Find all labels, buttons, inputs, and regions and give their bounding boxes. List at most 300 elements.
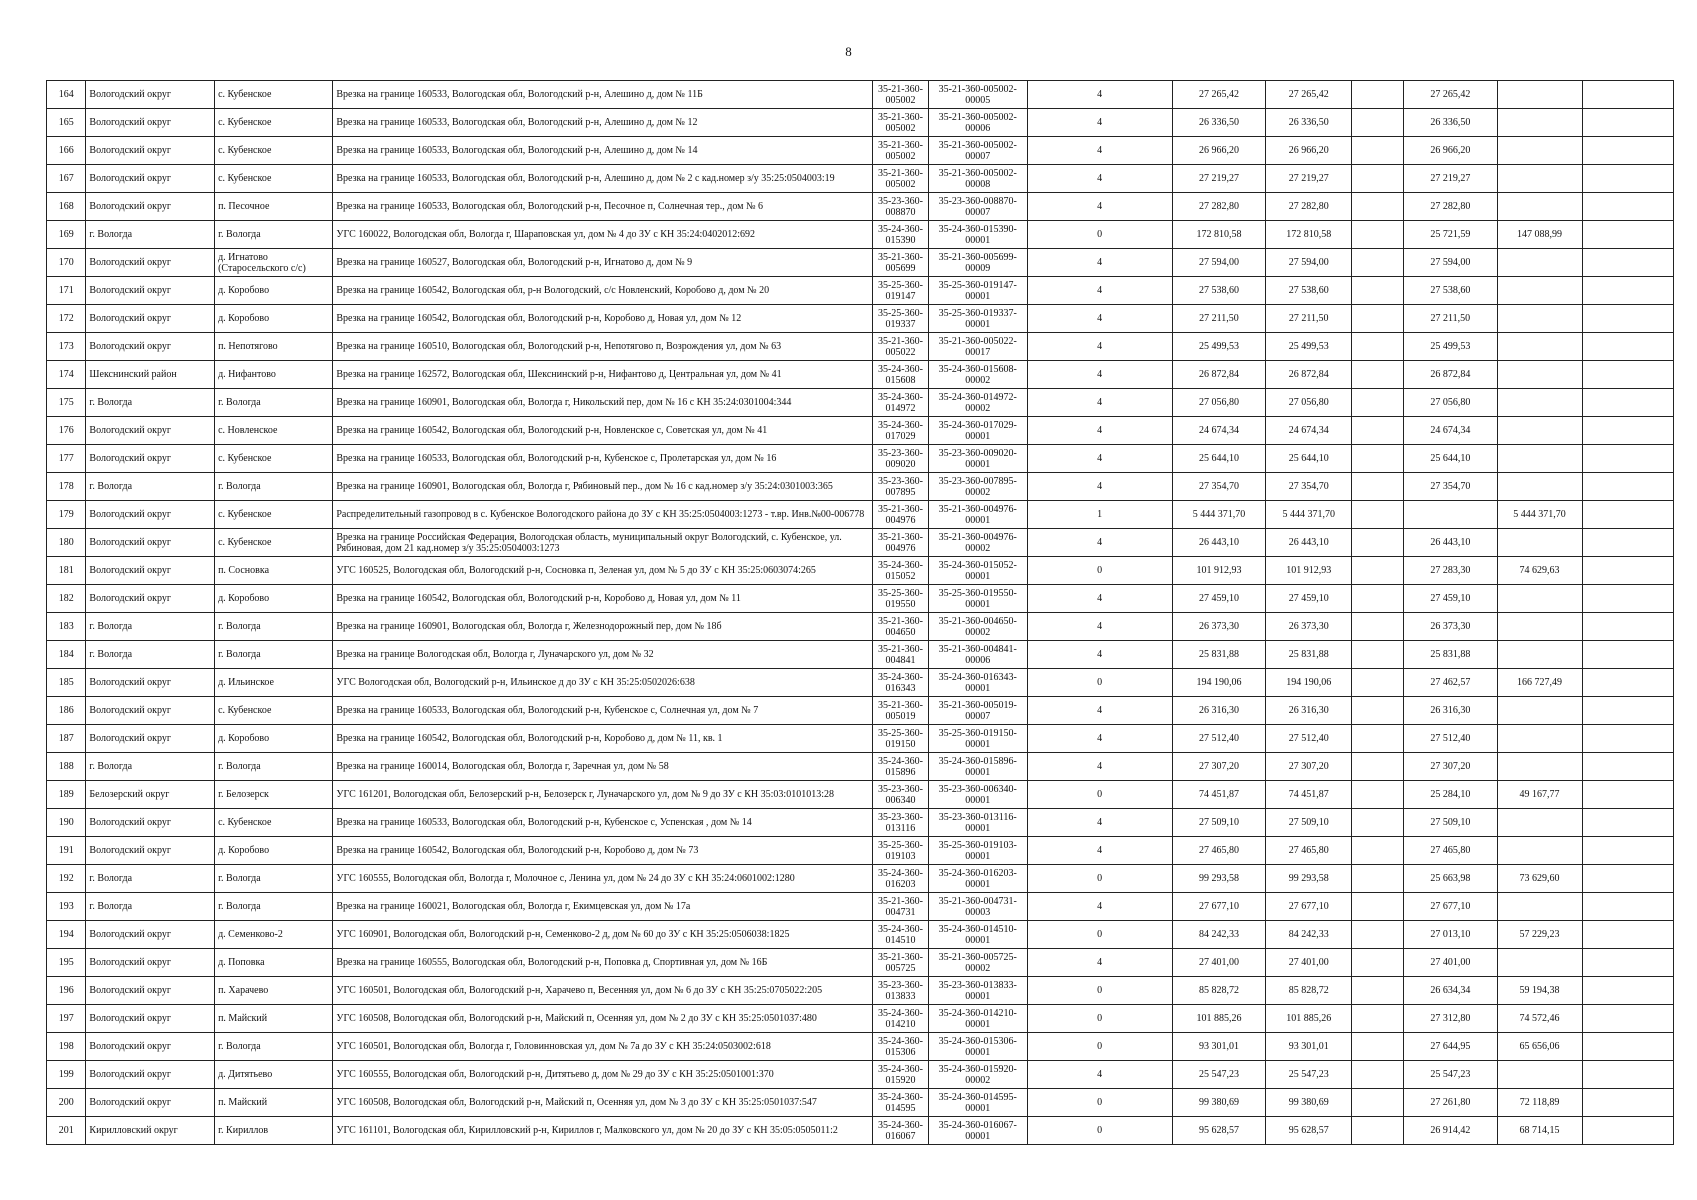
cell-cost-part-2 (1497, 473, 1582, 501)
cell-description: Врезка на границе 160510, Вологодская обл, Вологодский р-н, Непотягово п, Возрождения ул, дом № 63 (333, 333, 873, 361)
cell-empty-col (1352, 809, 1404, 837)
cell-total-cost: 27 459,10 (1172, 585, 1265, 613)
cell-notes (1582, 753, 1673, 781)
cell-empty-col (1352, 921, 1404, 949)
cell-district: Вологодский округ (86, 557, 215, 585)
cell-notes (1582, 417, 1673, 445)
cell-row-number: 192 (47, 865, 86, 893)
cell-row-number: 174 (47, 361, 86, 389)
cell-notes (1582, 725, 1673, 753)
cell-settlement: п. Майский (215, 1089, 333, 1117)
table-row (47, 193, 1674, 221)
cell-cost-part-1: 26 966,20 (1404, 137, 1497, 165)
table-row (47, 949, 1674, 977)
cell-description: Врезка на границе Российская Федерация, Вологодская область, муниципальный округ Вологодский, с. Кубенское, ул. Рябиновая, дом 21 кад.номер з/у 35:25:0504003:1273 (333, 529, 873, 557)
cell-total-cost: 101 912,93 (1172, 557, 1265, 585)
cell-row-number: 176 (47, 417, 86, 445)
cell-settlement: д. Игнатово (Старосельского с/с) (215, 249, 333, 277)
cell-settlement: с. Кубенское (215, 697, 333, 725)
cell-empty-col (1352, 305, 1404, 333)
cell-district: г. Вологда (86, 865, 215, 893)
cell-object-code: 35-25-360-019150 (872, 725, 928, 753)
table-row (47, 893, 1674, 921)
cell-cost-part-2 (1497, 949, 1582, 977)
cell-notes (1582, 529, 1673, 557)
table-row (47, 305, 1674, 333)
cell-cost-part-1 (1404, 501, 1497, 529)
table-row (47, 221, 1674, 249)
cell-description: УГС 160022, Вологодская обл, Вологда г, Шараповская ул, дом № 4 до ЗУ с КН 35:24:0402012:692 (333, 221, 873, 249)
cell-district: Вологодский округ (86, 725, 215, 753)
cell-total-cost: 27 354,70 (1172, 473, 1265, 501)
cell-cost-part-1: 26 373,30 (1404, 613, 1497, 641)
cell-description: Врезка на границе 160542, Вологодская обл, р-н Вологодский, с/с Новленский, Коробово д, дом № 20 (333, 277, 873, 305)
cell-notes (1582, 669, 1673, 697)
cell-settlement: с. Кубенское (215, 165, 333, 193)
cell-empty-col (1352, 1117, 1404, 1145)
cell-notes (1582, 501, 1673, 529)
cell-cost-part-2 (1497, 585, 1582, 613)
cell-settlement: с. Кубенское (215, 501, 333, 529)
cell-row-number: 193 (47, 893, 86, 921)
cell-description: Врезка на границе 160527, Вологодская обл, Вологодский р-н, Игнатово д, дом № 9 (333, 249, 873, 277)
cell-settlement: г. Вологда (215, 1033, 333, 1061)
cell-total-cost: 85 828,72 (1172, 977, 1265, 1005)
page-number: 8 (845, 44, 852, 59)
cell-cost-part-2 (1497, 893, 1582, 921)
cell-subobject-code: 35-23-360-006340-00001 (928, 781, 1027, 809)
cell-category: 0 (1027, 1117, 1172, 1145)
cell-cost-incl: 194 190,06 (1266, 669, 1352, 697)
cell-total-cost: 26 373,30 (1172, 613, 1265, 641)
cell-cost-incl: 74 451,87 (1266, 781, 1352, 809)
cell-cost-part-1: 27 056,80 (1404, 389, 1497, 417)
cell-object-code: 35-21-360-005725 (872, 949, 928, 977)
cell-empty-col (1352, 1089, 1404, 1117)
cell-notes (1582, 557, 1673, 585)
cell-subobject-code: 35-21-360-004841-00006 (928, 641, 1027, 669)
cell-district: Вологодский округ (86, 697, 215, 725)
cell-cost-part-1: 27 211,50 (1404, 305, 1497, 333)
cell-object-code: 35-24-360-014510 (872, 921, 928, 949)
cell-subobject-code: 35-25-360-019147-00001 (928, 277, 1027, 305)
cell-notes (1582, 333, 1673, 361)
cell-district: Вологодский округ (86, 921, 215, 949)
cell-object-code: 35-25-360-019147 (872, 277, 928, 305)
cell-object-code: 35-24-360-015306 (872, 1033, 928, 1061)
cell-description: Врезка на границе 160901, Вологодская обл, Вологда г, Никольский пер, дом № 16 с КН 35:24:0301004:344 (333, 389, 873, 417)
cell-category: 1 (1027, 501, 1172, 529)
cell-cost-part-2: 73 629,60 (1497, 865, 1582, 893)
cell-district: г. Вологда (86, 893, 215, 921)
cell-cost-part-2 (1497, 837, 1582, 865)
cell-object-code: 35-24-360-015920 (872, 1061, 928, 1089)
cell-empty-col (1352, 837, 1404, 865)
cell-cost-part-1: 27 677,10 (1404, 893, 1497, 921)
cell-category: 4 (1027, 697, 1172, 725)
table-row (47, 361, 1674, 389)
cell-cost-part-1: 25 284,10 (1404, 781, 1497, 809)
cell-object-code: 35-23-360-007895 (872, 473, 928, 501)
cell-category: 4 (1027, 893, 1172, 921)
cell-category: 4 (1027, 417, 1172, 445)
cell-district: Вологодский округ (86, 837, 215, 865)
cell-total-cost: 5 444 371,70 (1172, 501, 1265, 529)
cell-object-code: 35-24-360-016067 (872, 1117, 928, 1145)
cell-category: 0 (1027, 1005, 1172, 1033)
cell-row-number: 197 (47, 1005, 86, 1033)
cell-cost-part-1: 27 265,42 (1404, 81, 1497, 109)
table-row (47, 529, 1674, 557)
cell-cost-incl: 93 301,01 (1266, 1033, 1352, 1061)
cell-description: УГС 160508, Вологодская обл, Вологодский р-н, Майский п, Осенняя ул, дом № 2 до ЗУ с КН 35:25:0501037:480 (333, 1005, 873, 1033)
cell-cost-part-2 (1497, 445, 1582, 473)
cell-row-number: 195 (47, 949, 86, 977)
cell-cost-part-2 (1497, 109, 1582, 137)
cell-district: Вологодский округ (86, 445, 215, 473)
cell-cost-part-1: 26 316,30 (1404, 697, 1497, 725)
cell-description: Врезка на границе 160555, Вологодская обл, Вологодский р-н, Поповка д, Спортивная ул, дом № 16Б (333, 949, 873, 977)
table-row (47, 557, 1674, 585)
cell-notes (1582, 613, 1673, 641)
cell-category: 4 (1027, 753, 1172, 781)
cell-cost-incl: 101 885,26 (1266, 1005, 1352, 1033)
cell-settlement: г. Вологда (215, 613, 333, 641)
cell-empty-col (1352, 137, 1404, 165)
cell-cost-part-2 (1497, 81, 1582, 109)
cell-object-code: 35-21-360-004841 (872, 641, 928, 669)
cell-cost-incl: 99 380,69 (1266, 1089, 1352, 1117)
cell-category: 4 (1027, 949, 1172, 977)
cell-empty-col (1352, 501, 1404, 529)
table-row (47, 109, 1674, 137)
cell-notes (1582, 137, 1673, 165)
cell-category: 4 (1027, 809, 1172, 837)
cell-total-cost: 26 336,50 (1172, 109, 1265, 137)
cell-district: Шекснинский район (86, 361, 215, 389)
cell-cost-part-2 (1497, 725, 1582, 753)
cell-description: Врезка на границе 162572, Вологодская обл, Шекснинский р-н, Нифантово д, Центральная ул, дом № 41 (333, 361, 873, 389)
cell-total-cost: 27 219,27 (1172, 165, 1265, 193)
cell-object-code: 35-24-360-015390 (872, 221, 928, 249)
cell-total-cost: 25 547,23 (1172, 1061, 1265, 1089)
cell-cost-part-1: 27 401,00 (1404, 949, 1497, 977)
cell-subobject-code: 35-21-360-005022-00017 (928, 333, 1027, 361)
table-row (47, 1061, 1674, 1089)
cell-cost-incl: 95 628,57 (1266, 1117, 1352, 1145)
cell-row-number: 173 (47, 333, 86, 361)
cell-cost-part-1: 25 831,88 (1404, 641, 1497, 669)
cell-category: 4 (1027, 137, 1172, 165)
cell-district: Вологодский округ (86, 501, 215, 529)
cell-cost-part-2 (1497, 641, 1582, 669)
cell-settlement: г. Вологда (215, 389, 333, 417)
cell-settlement: д. Коробово (215, 725, 333, 753)
table-row (47, 977, 1674, 1005)
cell-settlement: г. Кириллов (215, 1117, 333, 1145)
table-row (47, 473, 1674, 501)
cell-category: 4 (1027, 81, 1172, 109)
cell-cost-part-1: 27 538,60 (1404, 277, 1497, 305)
cell-empty-col (1352, 893, 1404, 921)
cell-description: УГС 160501, Вологодская обл, Вологодский р-н, Харачево п, Весенняя ул, дом № 6 до ЗУ с КН 35:25:0705022:205 (333, 977, 873, 1005)
cell-row-number: 178 (47, 473, 86, 501)
cell-total-cost: 74 451,87 (1172, 781, 1265, 809)
cell-row-number: 172 (47, 305, 86, 333)
cell-category: 4 (1027, 585, 1172, 613)
cell-total-cost: 27 282,80 (1172, 193, 1265, 221)
cell-cost-part-1: 25 499,53 (1404, 333, 1497, 361)
cell-subobject-code: 35-24-360-017029-00001 (928, 417, 1027, 445)
cell-district: Вологодский округ (86, 417, 215, 445)
cell-description: Врезка на границе 160901, Вологодская обл, Вологда г, Железнодорожный пер, дом № 18б (333, 613, 873, 641)
cell-empty-col (1352, 641, 1404, 669)
cell-total-cost: 194 190,06 (1172, 669, 1265, 697)
cell-notes (1582, 921, 1673, 949)
cell-row-number: 171 (47, 277, 86, 305)
cell-settlement: п. Сосновка (215, 557, 333, 585)
table-row (47, 501, 1674, 529)
cell-row-number: 181 (47, 557, 86, 585)
cell-cost-incl: 84 242,33 (1266, 921, 1352, 949)
cell-settlement: п. Непотягово (215, 333, 333, 361)
cell-empty-col (1352, 977, 1404, 1005)
cell-cost-part-2 (1497, 361, 1582, 389)
cell-empty-col (1352, 109, 1404, 137)
cell-cost-part-2 (1497, 753, 1582, 781)
cell-description: УГС 160501, Вологодская обл, Вологда г, Головинновская ул, дом № 7а до ЗУ с КН 35:24:0503002:618 (333, 1033, 873, 1061)
cell-notes (1582, 473, 1673, 501)
cell-row-number: 194 (47, 921, 86, 949)
cell-settlement: д. Коробово (215, 305, 333, 333)
cell-object-code: 35-23-360-008870 (872, 193, 928, 221)
cell-settlement: с. Кубенское (215, 529, 333, 557)
cell-subobject-code: 35-25-360-019550-00001 (928, 585, 1027, 613)
cell-cost-part-1: 27 462,57 (1404, 669, 1497, 697)
cell-cost-part-2 (1497, 137, 1582, 165)
cell-row-number: 169 (47, 221, 86, 249)
cell-description: УГС 161201, Вологодская обл, Белозерский р-н, Белозерск г, Луначарского ул, дом № 9 до ЗУ с КН 35:03:0101013:28 (333, 781, 873, 809)
cell-category: 4 (1027, 641, 1172, 669)
cell-cost-incl: 25 644,10 (1266, 445, 1352, 473)
cell-cost-incl: 27 677,10 (1266, 893, 1352, 921)
cell-district: Вологодский округ (86, 1061, 215, 1089)
cell-description: Врезка на границе 160901, Вологодская обл, Вологда г, Рябиновый пер., дом № 16 с кад.номер з/у 35:24:0301003:365 (333, 473, 873, 501)
cell-cost-part-2 (1497, 165, 1582, 193)
cell-subobject-code: 35-23-360-007895-00002 (928, 473, 1027, 501)
cell-cost-part-1: 27 261,80 (1404, 1089, 1497, 1117)
cell-object-code: 35-21-360-004976 (872, 529, 928, 557)
cell-object-code: 35-24-360-015052 (872, 557, 928, 585)
cell-district: Вологодский округ (86, 333, 215, 361)
cell-notes (1582, 221, 1673, 249)
cell-category: 4 (1027, 529, 1172, 557)
cell-total-cost: 95 628,57 (1172, 1117, 1265, 1145)
cell-row-number: 180 (47, 529, 86, 557)
cell-object-code: 35-21-360-005002 (872, 81, 928, 109)
cell-cost-part-1: 26 634,34 (1404, 977, 1497, 1005)
cell-total-cost: 26 872,84 (1172, 361, 1265, 389)
cell-district: г. Вологда (86, 753, 215, 781)
cell-subobject-code: 35-24-360-014210-00001 (928, 1005, 1027, 1033)
cell-cost-part-2 (1497, 249, 1582, 277)
cell-total-cost: 26 443,10 (1172, 529, 1265, 557)
cell-notes (1582, 949, 1673, 977)
cell-object-code: 35-24-360-016343 (872, 669, 928, 697)
cell-object-code: 35-21-360-005002 (872, 137, 928, 165)
cell-row-number: 189 (47, 781, 86, 809)
cell-subobject-code: 35-24-360-014972-00002 (928, 389, 1027, 417)
cell-subobject-code: 35-24-360-016067-00001 (928, 1117, 1027, 1145)
cell-subobject-code: 35-21-360-005002-00005 (928, 81, 1027, 109)
cell-cost-part-2 (1497, 613, 1582, 641)
cell-notes (1582, 277, 1673, 305)
cell-total-cost: 101 885,26 (1172, 1005, 1265, 1033)
cell-description: Врезка на границе 160533, Вологодская обл, Вологодский р-н, Алешино д, дом № 2 с кад.номер з/у 35:25:0504003:19 (333, 165, 873, 193)
cell-notes (1582, 837, 1673, 865)
cell-settlement: п. Песочное (215, 193, 333, 221)
cell-subobject-code: 35-23-360-008870-00007 (928, 193, 1027, 221)
cell-district: Вологодский округ (86, 137, 215, 165)
cell-object-code: 35-21-360-005699 (872, 249, 928, 277)
cell-total-cost: 27 677,10 (1172, 893, 1265, 921)
cell-description: УГС 160555, Вологодская обл, Вологда г, Молочное с, Ленина ул, дом № 24 до ЗУ с КН 35:24:0601002:1280 (333, 865, 873, 893)
cell-total-cost: 25 831,88 (1172, 641, 1265, 669)
cell-description: Врезка на границе 160533, Вологодская обл, Вологодский р-н, Кубенское с, Пролетарская ул, дом № 16 (333, 445, 873, 473)
table-row (47, 249, 1674, 277)
cell-total-cost: 27 401,00 (1172, 949, 1265, 977)
cell-district: Вологодский округ (86, 529, 215, 557)
cell-total-cost: 26 316,30 (1172, 697, 1265, 725)
cell-cost-incl: 27 401,00 (1266, 949, 1352, 977)
cell-notes (1582, 1005, 1673, 1033)
cell-cost-incl: 27 459,10 (1266, 585, 1352, 613)
cell-notes (1582, 585, 1673, 613)
cell-settlement: с. Кубенское (215, 81, 333, 109)
cell-subobject-code: 35-24-360-015896-00001 (928, 753, 1027, 781)
cell-subobject-code: 35-25-360-019150-00001 (928, 725, 1027, 753)
cell-settlement: с. Кубенское (215, 445, 333, 473)
table-row (47, 445, 1674, 473)
cell-empty-col (1352, 417, 1404, 445)
cell-cost-incl: 26 443,10 (1266, 529, 1352, 557)
cell-row-number: 200 (47, 1089, 86, 1117)
cell-row-number: 201 (47, 1117, 86, 1145)
cell-row-number: 191 (47, 837, 86, 865)
cell-settlement: д. Коробово (215, 277, 333, 305)
cell-district: г. Вологда (86, 473, 215, 501)
cell-category: 0 (1027, 977, 1172, 1005)
cell-category: 0 (1027, 1033, 1172, 1061)
cell-category: 4 (1027, 277, 1172, 305)
cell-notes (1582, 1033, 1673, 1061)
cell-cost-incl: 5 444 371,70 (1266, 501, 1352, 529)
cell-district: Вологодский округ (86, 165, 215, 193)
cell-object-code: 35-21-360-005002 (872, 165, 928, 193)
cell-row-number: 183 (47, 613, 86, 641)
table-row (47, 613, 1674, 641)
cell-cost-part-2 (1497, 277, 1582, 305)
cell-category: 4 (1027, 249, 1172, 277)
cell-cost-incl: 24 674,34 (1266, 417, 1352, 445)
cell-total-cost: 25 644,10 (1172, 445, 1265, 473)
cell-cost-part-2 (1497, 809, 1582, 837)
cell-row-number: 170 (47, 249, 86, 277)
cell-notes (1582, 193, 1673, 221)
cell-description: Врезка на границе 160533, Вологодская обл, Вологодский р-н, Кубенское с, Успенская , дом № 14 (333, 809, 873, 837)
cell-cost-part-1: 26 872,84 (1404, 361, 1497, 389)
cell-district: Вологодский округ (86, 305, 215, 333)
cell-row-number: 177 (47, 445, 86, 473)
cell-subobject-code: 35-21-360-004731-00003 (928, 893, 1027, 921)
cell-cost-part-1: 25 547,23 (1404, 1061, 1497, 1089)
cell-cost-part-1: 27 512,40 (1404, 725, 1497, 753)
table-row (47, 417, 1674, 445)
cell-row-number: 186 (47, 697, 86, 725)
cell-district: Вологодский округ (86, 193, 215, 221)
cell-total-cost: 99 293,58 (1172, 865, 1265, 893)
cell-settlement: д. Поповка (215, 949, 333, 977)
cell-total-cost: 24 674,34 (1172, 417, 1265, 445)
cell-district: Вологодский округ (86, 277, 215, 305)
cell-object-code: 35-25-360-019550 (872, 585, 928, 613)
cell-row-number: 190 (47, 809, 86, 837)
table-row (47, 921, 1674, 949)
cell-description: УГС 161101, Вологодская обл, Кирилловский р-н, Кириллов г, Малковского ул, дом № 20 до ЗУ с КН 35:05:0505011:2 (333, 1117, 873, 1145)
cell-cost-incl: 25 831,88 (1266, 641, 1352, 669)
cell-description: Врезка на границе 160542, Вологодская обл, Вологодский р-н, Коробово д, дом № 73 (333, 837, 873, 865)
cell-cost-part-1: 26 336,50 (1404, 109, 1497, 137)
cell-row-number: 198 (47, 1033, 86, 1061)
table-row (47, 641, 1674, 669)
cell-description: Врезка на границе Вологодская обл, Вологда г, Луначарского ул, дом № 32 (333, 641, 873, 669)
cell-empty-col (1352, 753, 1404, 781)
cell-category: 4 (1027, 473, 1172, 501)
table-row (47, 669, 1674, 697)
cell-category: 4 (1027, 109, 1172, 137)
cell-notes (1582, 109, 1673, 137)
cell-cost-part-1: 27 283,30 (1404, 557, 1497, 585)
cell-cost-part-2: 166 727,49 (1497, 669, 1582, 697)
cell-row-number: 168 (47, 193, 86, 221)
cell-settlement: д. Семенково-2 (215, 921, 333, 949)
cell-settlement: с. Кубенское (215, 137, 333, 165)
cell-object-code: 35-24-360-014972 (872, 389, 928, 417)
cell-cost-part-2 (1497, 193, 1582, 221)
cell-object-code: 35-21-360-004650 (872, 613, 928, 641)
cell-empty-col (1352, 221, 1404, 249)
cell-description: Врезка на границе 160542, Вологодская обл, Вологодский р-н, Коробово д, Новая ул, дом № 11 (333, 585, 873, 613)
cell-object-code: 35-21-360-004731 (872, 893, 928, 921)
cell-subobject-code: 35-21-360-005725-00002 (928, 949, 1027, 977)
cell-cost-part-1: 25 721,59 (1404, 221, 1497, 249)
cell-category: 4 (1027, 837, 1172, 865)
table-row (47, 333, 1674, 361)
cell-empty-col (1352, 249, 1404, 277)
cell-settlement: д. Дитятьево (215, 1061, 333, 1089)
cell-district: Вологодский округ (86, 1033, 215, 1061)
table-row (47, 1117, 1674, 1145)
cell-district: г. Вологда (86, 613, 215, 641)
cell-cost-part-1: 27 307,20 (1404, 753, 1497, 781)
cell-description: Врезка на границе 160014, Вологодская обл, Вологда г, Заречная ул, дом № 58 (333, 753, 873, 781)
cell-cost-part-2: 5 444 371,70 (1497, 501, 1582, 529)
table-row (47, 1089, 1674, 1117)
cell-empty-col (1352, 165, 1404, 193)
cell-row-number: 199 (47, 1061, 86, 1089)
cell-subobject-code: 35-24-360-015306-00001 (928, 1033, 1027, 1061)
cell-empty-col (1352, 1033, 1404, 1061)
